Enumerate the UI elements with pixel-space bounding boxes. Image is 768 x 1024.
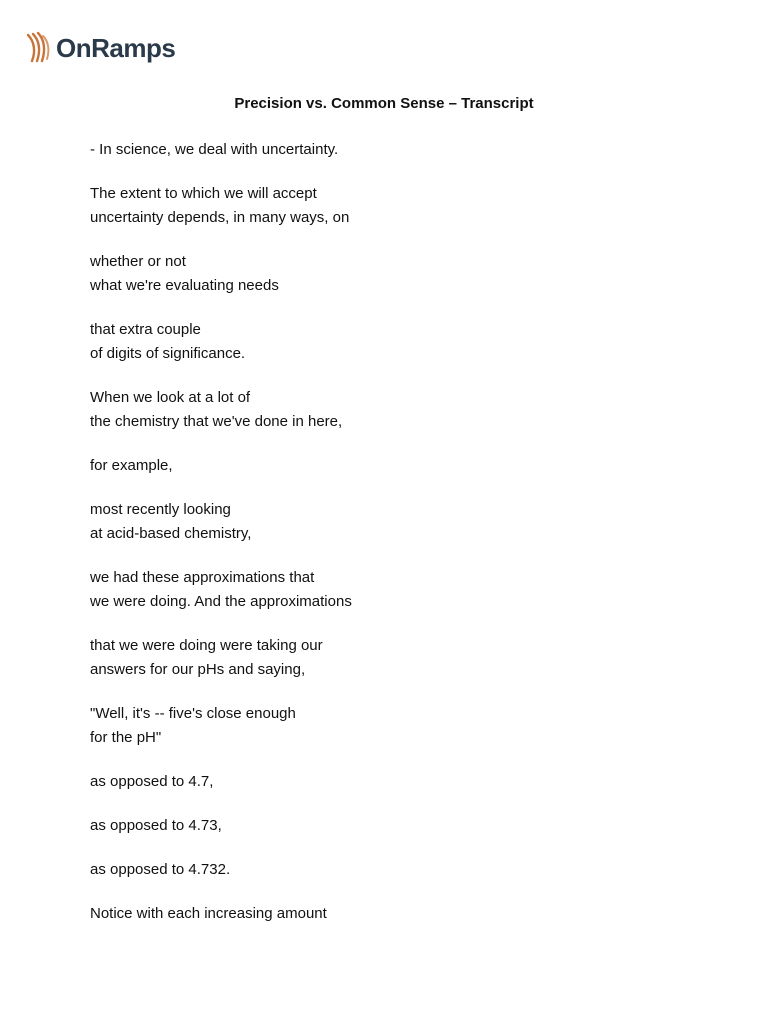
transcript-paragraph: [90, 498, 690, 546]
transcript-line: whether or not: [90, 253, 186, 270]
document-title: Precision vs. Common Sense – Transcript: [234, 95, 534, 112]
transcript-paragraph: [90, 138, 690, 162]
transcript-line: When we look at a lot of: [90, 389, 251, 406]
transcript-line: the chemistry that we've done in here,: [90, 413, 343, 430]
transcript-line: - In science, we deal with uncertainty.: [90, 141, 339, 158]
transcript-paragraph: [90, 634, 690, 682]
transcript-line: that we were doing were taking our: [90, 637, 323, 654]
transcript-line: Notice with each increasing amount: [90, 905, 327, 922]
transcript-body: [90, 138, 690, 946]
transcript-line: we had these approximations that: [90, 569, 315, 586]
transcript-line: uncertainty depends, in many ways, on: [90, 209, 350, 226]
transcript-line: as opposed to 4.7,: [90, 773, 214, 790]
transcript-paragraph: [90, 770, 690, 794]
transcript-line: of digits of significance.: [90, 345, 246, 362]
transcript-paragraph: [90, 858, 690, 882]
transcript-paragraph: [90, 814, 690, 838]
transcript-paragraph: [90, 182, 690, 230]
transcript-line: we were doing. And the approximations: [90, 593, 352, 610]
transcript-paragraph: [90, 250, 690, 298]
transcript-line: as opposed to 4.732.: [90, 861, 231, 878]
onramps-logo: [24, 28, 175, 68]
transcript-line: "Well, it's -- five's close enough: [90, 705, 296, 722]
transcript-paragraph: [90, 386, 690, 434]
transcript-paragraph: [90, 566, 690, 614]
transcript-line: answers for our pHs and saying,: [90, 661, 306, 678]
transcript-line: most recently looking: [90, 501, 231, 518]
transcript-line: what we're evaluating needs: [90, 277, 279, 294]
transcript-paragraph: [90, 318, 690, 366]
transcript-paragraph: [90, 902, 690, 926]
transcript-line: for example,: [90, 457, 173, 474]
logo-wordmark: OnRamps: [56, 33, 176, 63]
transcript-paragraph: [90, 454, 690, 478]
onramps-swoosh-icon: [24, 31, 54, 65]
transcript-paragraph: [90, 702, 690, 750]
transcript-line: that extra couple: [90, 321, 201, 338]
transcript-line: for the pH": [90, 729, 162, 746]
transcript-line: at acid-based chemistry,: [90, 525, 252, 542]
transcript-line: as opposed to 4.73,: [90, 817, 222, 834]
transcript-line: The extent to which we will accept: [90, 185, 317, 202]
